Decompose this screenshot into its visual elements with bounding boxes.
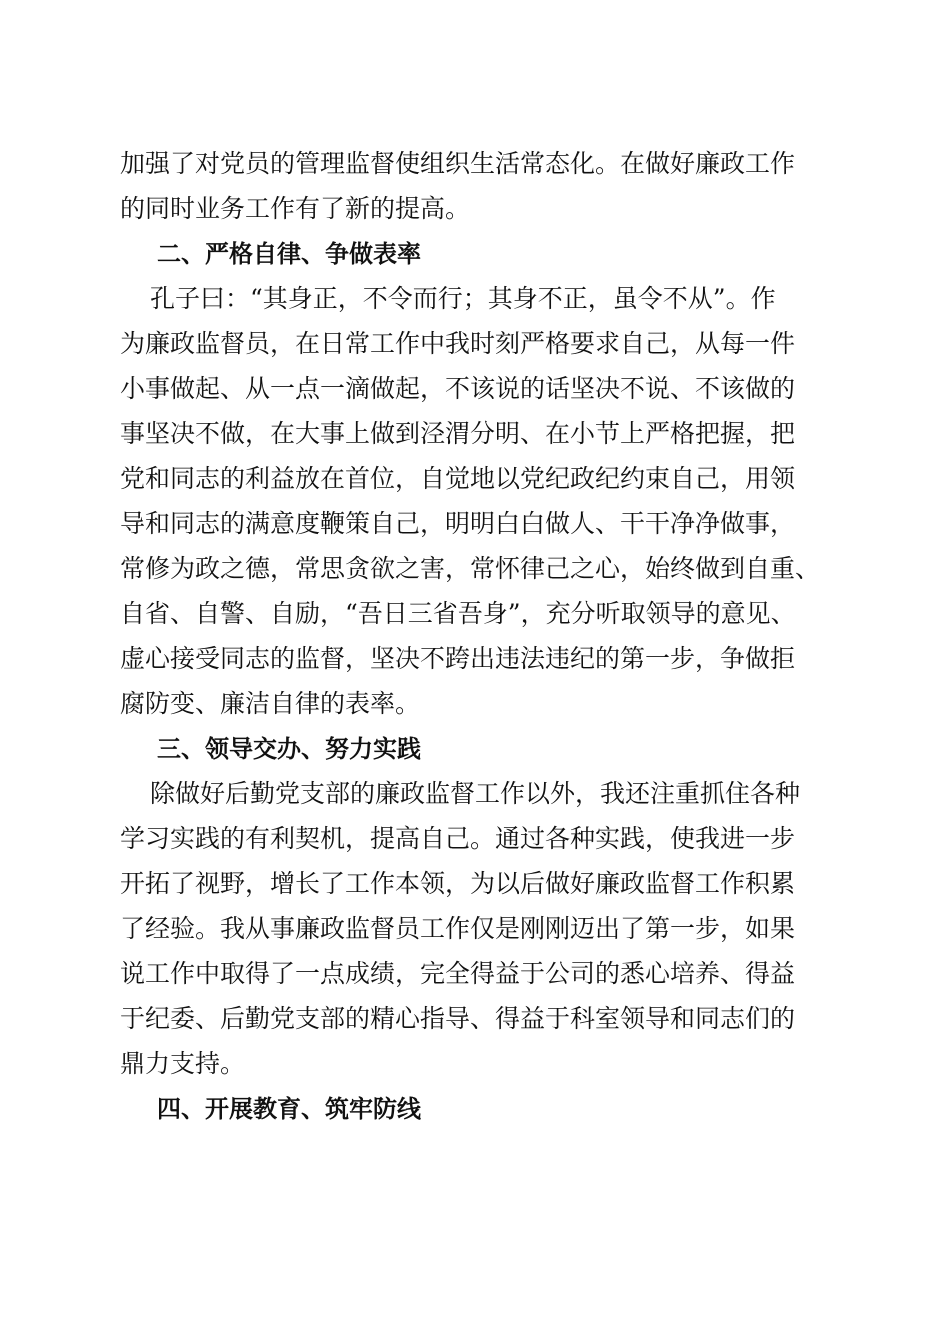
section-heading-4: 四、开展教育、筑牢防线 [157, 1095, 421, 1123]
paragraph-line: 党和同志的利益放在首位，自觉地以党纪政纪约束自己，用领 [120, 464, 796, 493]
paragraph-line: 常修为政之德，常思贪欲之害，常怀律己之心，始终做到自重、 [120, 554, 821, 583]
paragraph-line: 小事做起、从一点一滴做起，不该说的话坚决不说、不该做的 [120, 374, 796, 403]
paragraph-line: 学习实践的有利契机，提高自己。通过各种实践，使我进一步 [120, 824, 796, 853]
paragraph-line: 除做好后勤党支部的廉政监督工作以外，我还注重抓住各种 [150, 779, 801, 808]
paragraph-line: 导和同志的满意度鞭策自己，明明白白做人、干干净净做事， [120, 509, 796, 538]
paragraph-line: 的同时业务工作有了新的提高。 [120, 194, 471, 223]
paragraph-line: 说工作中取得了一点成绩，完全得益于公司的悉心培养、得益 [120, 959, 796, 988]
paragraph-line: 虚心接受同志的监督，坚决不跨出违法违纪的第一步，争做拒 [120, 644, 796, 673]
paragraph-line: 了经验。我从事廉政监督员工作仅是刚刚迈出了第一步，如果 [120, 914, 796, 943]
paragraph-line: 加强了对党员的管理监督使组织生活常态化。在做好廉政工作 [120, 149, 796, 178]
section-heading-3: 三、领导交办、努力实践 [157, 735, 421, 763]
paragraph-line: 于纪委、后勤党支部的精心指导、得益于科室领导和同志们的 [120, 1004, 796, 1033]
paragraph-line: 事坚决不做，在大事上做到泾渭分明、在小节上严格把握，把 [120, 419, 796, 448]
paragraph-line: 为廉政监督员，在日常工作中我时刻严格要求自己，从每一件 [120, 329, 796, 358]
section-heading-2: 二、严格自律、争做表率 [157, 240, 421, 268]
paragraph-line: 开拓了视野，增长了工作本领，为以后做好廉政监督工作积累 [120, 869, 796, 898]
paragraph-line: 腐防变、廉洁自律的表率。 [120, 689, 421, 718]
paragraph-line: 鼎力支持。 [120, 1049, 246, 1078]
paragraph-line: 自省、自警、自励，“吾日三省吾身”，充分听取领导的意见、 [120, 599, 796, 628]
paragraph-line: 孔子曰：“其身正，不令而行；其身不正，虽令不从”。作 [150, 284, 776, 313]
